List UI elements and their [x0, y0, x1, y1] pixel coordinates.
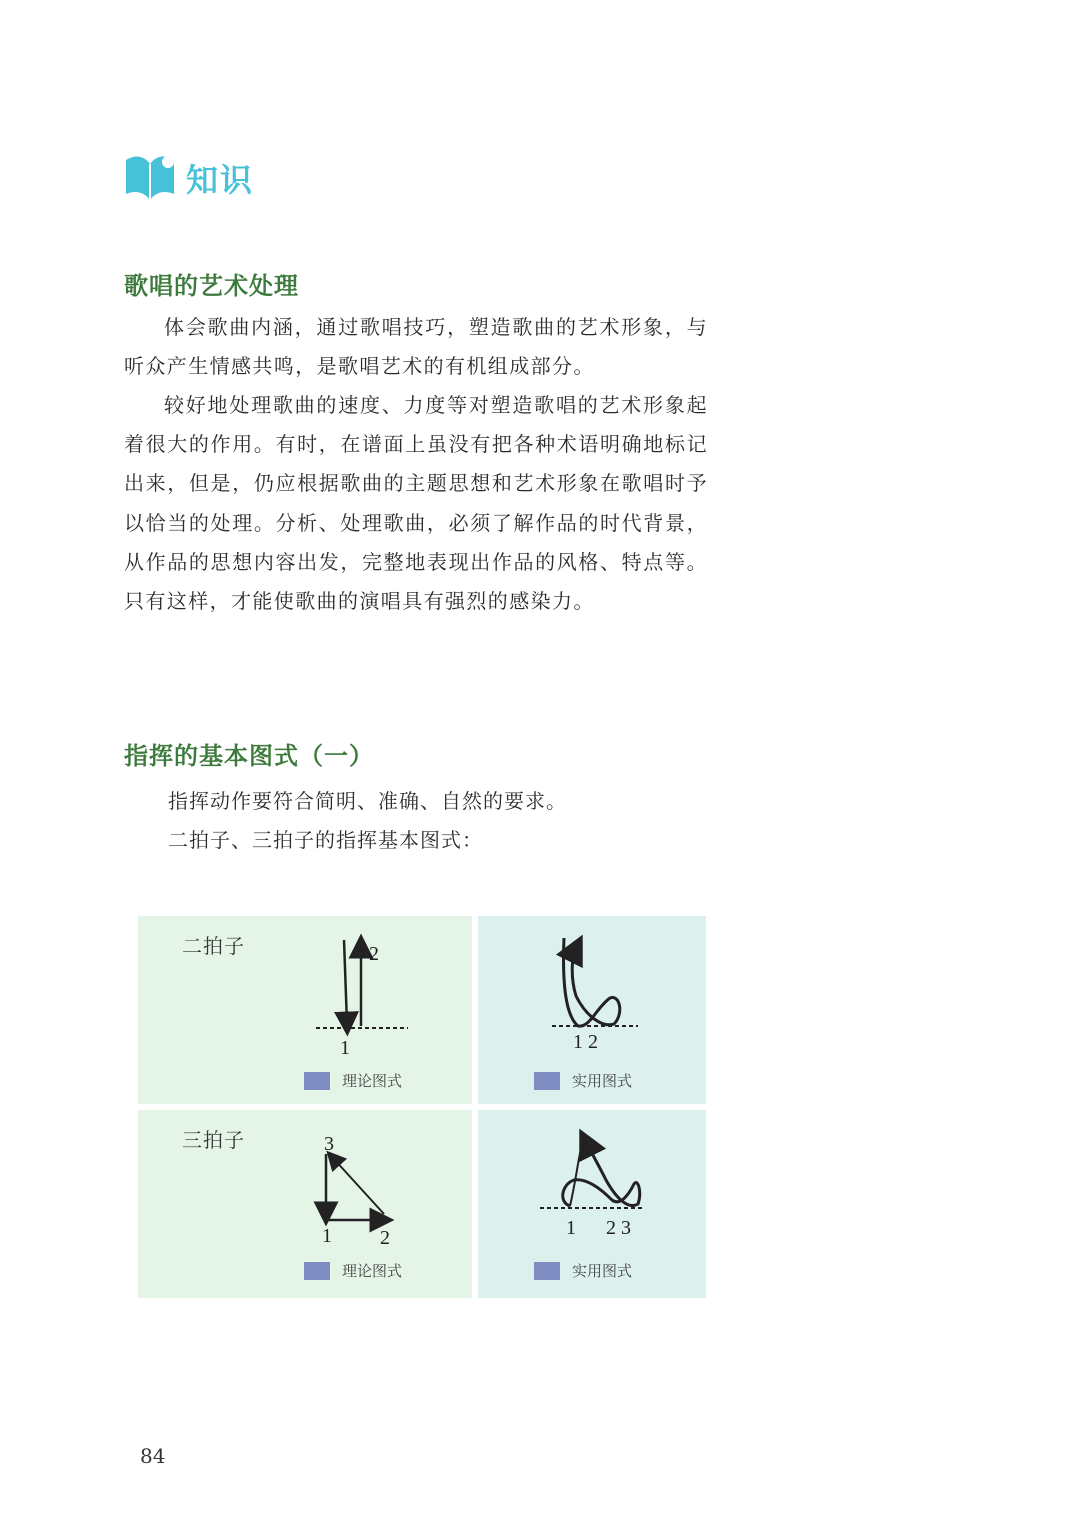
section-title-conducting: 指挥的基本图式（一）: [124, 741, 374, 770]
beat-label-3: 3: [324, 1133, 334, 1155]
legend-label: 理论图式: [342, 1262, 403, 1280]
page-number: 84: [140, 1444, 166, 1468]
triple-practical-cell: [478, 1110, 706, 1298]
legend-swatch: [304, 1262, 330, 1280]
duple-practical-cell: [478, 916, 706, 1104]
section-title-singing: 歌唱的艺术处理: [124, 271, 299, 300]
body-line-1: 指挥动作要符合简明、准确、自然的要求。: [168, 789, 567, 813]
legend-theory: [304, 1260, 402, 1281]
open-book-icon: [122, 150, 178, 206]
duple-theory-cell: [138, 916, 472, 1104]
beat-label-1: 1: [566, 1217, 576, 1239]
legend-theory: [304, 1070, 402, 1091]
beat-label-2-3: 2 3: [606, 1217, 631, 1239]
beat-label-2: 2: [369, 943, 379, 965]
triple-theory-cell: [138, 1110, 472, 1298]
legend-label: 实用图式: [572, 1072, 633, 1090]
badge-title: 知识: [186, 161, 255, 199]
beat-label-1: 1: [322, 1225, 332, 1247]
paragraph-2: 较好地处理歌曲的速度、力度等对塑造歌唱的艺术形象起着很大的作用。有时，在谱面上虽没有把各种术语明确地标记出来，但是，仍应根据歌曲的主题思想和艺术形象在歌唱时予以恰当的处理。分析、处理歌曲，必须了解作品的时代背景，从作品的思想内容出发，完整地表现出作品的风格、特点等。只有这样，才能使歌曲的演唱具有强烈的感染力。: [124, 393, 708, 614]
body-line-2: 二拍子、三拍子的指挥基本图式：: [168, 828, 483, 852]
legend-label: 实用图式: [572, 1262, 633, 1280]
legend-practical: [534, 1070, 632, 1091]
legend-swatch: [534, 1072, 560, 1090]
legend-practical: [534, 1260, 632, 1281]
legend-swatch: [304, 1072, 330, 1090]
legend-swatch: [534, 1262, 560, 1280]
row-label-duple: 二拍子: [182, 934, 245, 958]
legend-label: 理论图式: [342, 1072, 403, 1090]
beat-label-1: 1: [340, 1037, 350, 1059]
conducting-pattern-figure: [138, 916, 706, 1298]
beat-label-2: 2: [380, 1227, 390, 1249]
row-label-triple: 三拍子: [182, 1128, 245, 1152]
beat-label-1-2: 1 2: [573, 1031, 598, 1053]
paragraph-1: 体会歌曲内涵，通过歌唱技巧，塑造歌曲的艺术形象，与听众产生情感共鸣，是歌唱艺术的有机组成部分。: [124, 315, 708, 379]
knowledge-badge: [122, 150, 254, 206]
